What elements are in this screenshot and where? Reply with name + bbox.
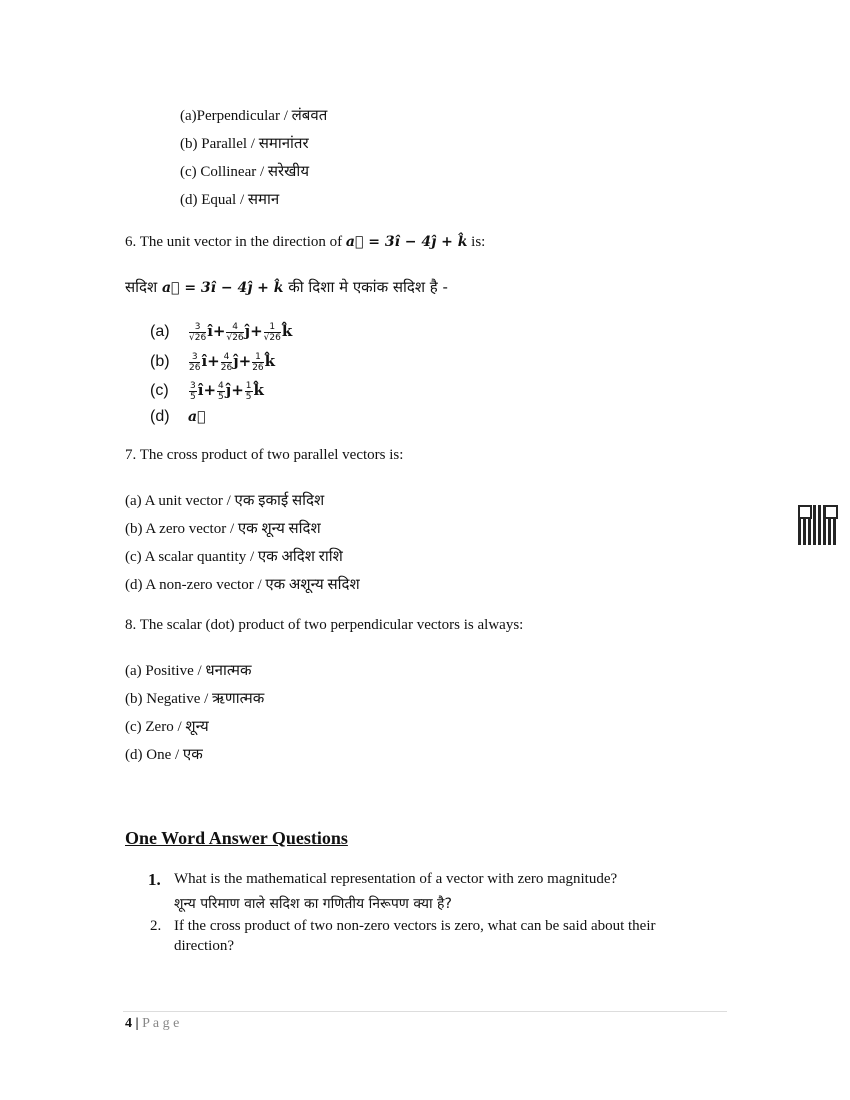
q6-hindi-expression: a⃗ = 3î − 4ĵ + k̂ [161, 280, 284, 296]
q7-option-a: (a) A unit vector / एक इकाई सदिश [125, 493, 325, 509]
q6-hindi [125, 277, 448, 297]
ow1-hindi: शून्य परिमाण वाले सदिश का गणितीय निरूपण क्या है? [174, 896, 452, 912]
unit-vector: k̂ [253, 381, 264, 399]
q8-question: 8. The scalar (dot) product of two perpendicular vectors is always: [125, 617, 524, 633]
denominator: √26 [263, 333, 281, 344]
operator: + [212, 322, 226, 340]
q8-option-d: (d) One / एक [125, 747, 203, 763]
q5-option-c: (c) Collinear / सरेखीय [180, 164, 310, 180]
option-label: (a) [150, 323, 170, 340]
operator: + [231, 381, 244, 399]
numerator: 4 [226, 322, 243, 333]
denominator: 5 [190, 392, 196, 403]
fraction [221, 352, 232, 373]
q6-hindi-prefix: सदिश [125, 278, 158, 296]
ow1-number: 1. [148, 870, 161, 889]
q6-option-d [150, 408, 205, 426]
q6-question [125, 234, 485, 251]
fraction [217, 381, 225, 402]
q7-question: 7. The cross product of two parallel vectors is: [125, 447, 404, 463]
numerator: 4 [221, 352, 232, 363]
q6-option-c [150, 381, 264, 402]
numerator: 3 [190, 381, 196, 392]
unit-vector: ĵ [225, 381, 232, 399]
fraction [189, 322, 206, 343]
q8-option-a: (a) Positive / धनात्मक [125, 663, 252, 679]
operator: + [250, 322, 263, 340]
denominator: 5 [218, 392, 224, 403]
fraction [226, 322, 243, 343]
footer-divider [123, 1011, 727, 1012]
option-label: (d) [150, 408, 170, 425]
denominator: √26 [189, 333, 207, 344]
q5-option-d: (d) Equal / समान [180, 192, 280, 208]
q5-option-b: (b) Parallel / समानांतर [180, 136, 309, 152]
q7-option-d: (d) A non-zero vector / एक अशून्य सदिश [125, 577, 360, 593]
numerator: 3 [189, 352, 200, 363]
q8-option-b: (b) Negative / ऋणात्मक [125, 691, 265, 707]
ow2-number: 2. [150, 918, 162, 934]
q5-option-a: (a)Perpendicular / लंबवत [180, 108, 328, 124]
section-heading: One Word Answer Questions [125, 828, 348, 848]
footer-separator: | [135, 1016, 139, 1031]
q7-option-c: (c) A scalar quantity / एक अदिश राशि [125, 549, 343, 565]
numerator: 1 [245, 381, 252, 392]
unit-vector: î [207, 322, 213, 340]
operator: + [203, 381, 217, 399]
ow2-question-cont: direction? [174, 938, 234, 954]
fraction [245, 381, 253, 402]
option-label: (b) [150, 353, 170, 370]
option-label: (c) [150, 382, 169, 399]
fraction [189, 352, 200, 373]
q6-text: 6. The unit vector in the direction of [125, 234, 343, 250]
vector-a: a⃗ [188, 409, 206, 425]
footer-label: P a g e [142, 1016, 180, 1031]
numerator: 4 [218, 381, 224, 392]
qr-code-icon [798, 505, 838, 545]
fraction [264, 322, 281, 343]
fraction [189, 381, 197, 402]
ow2-question: If the cross product of two non-zero vectors is zero, what can be said about their [174, 918, 656, 934]
q8-option-c: (c) Zero / शून्य [125, 719, 209, 735]
unit-vector: ĵ [233, 352, 239, 370]
ow1-question: What is the mathematical representation of a vector with zero magnitude? [174, 871, 618, 887]
q6-hindi-suffix: की दिशा मे एकांक सदिश है - [288, 278, 448, 296]
q7-option-b: (b) A zero vector / एक शून्य सदिश [125, 521, 321, 537]
numerator: 1 [264, 322, 281, 333]
page-number: 4 [125, 1016, 132, 1031]
unit-vector: î [197, 381, 204, 399]
denominator: 26 [252, 363, 264, 374]
q6-expression: a⃗ = 3î − 4ĵ + k̂ [345, 234, 468, 250]
operator: + [207, 352, 220, 370]
numerator: 3 [189, 322, 206, 333]
q6-option-b [150, 352, 275, 373]
denominator: 5 [245, 392, 252, 403]
denominator: 26 [220, 363, 233, 374]
denominator: √26 [226, 333, 244, 344]
unit-vector: ĵ [244, 322, 251, 340]
q6-suffix: is: [471, 234, 486, 250]
fraction [252, 352, 263, 373]
unit-vector: î [201, 352, 208, 370]
q6-option-a [150, 322, 292, 343]
denominator: 26 [189, 363, 201, 374]
unit-vector: k̂ [264, 352, 276, 370]
numerator: 1 [252, 352, 263, 363]
operator: + [238, 352, 252, 370]
unit-vector: k̂ [281, 322, 293, 340]
page-footer [125, 1016, 179, 1032]
